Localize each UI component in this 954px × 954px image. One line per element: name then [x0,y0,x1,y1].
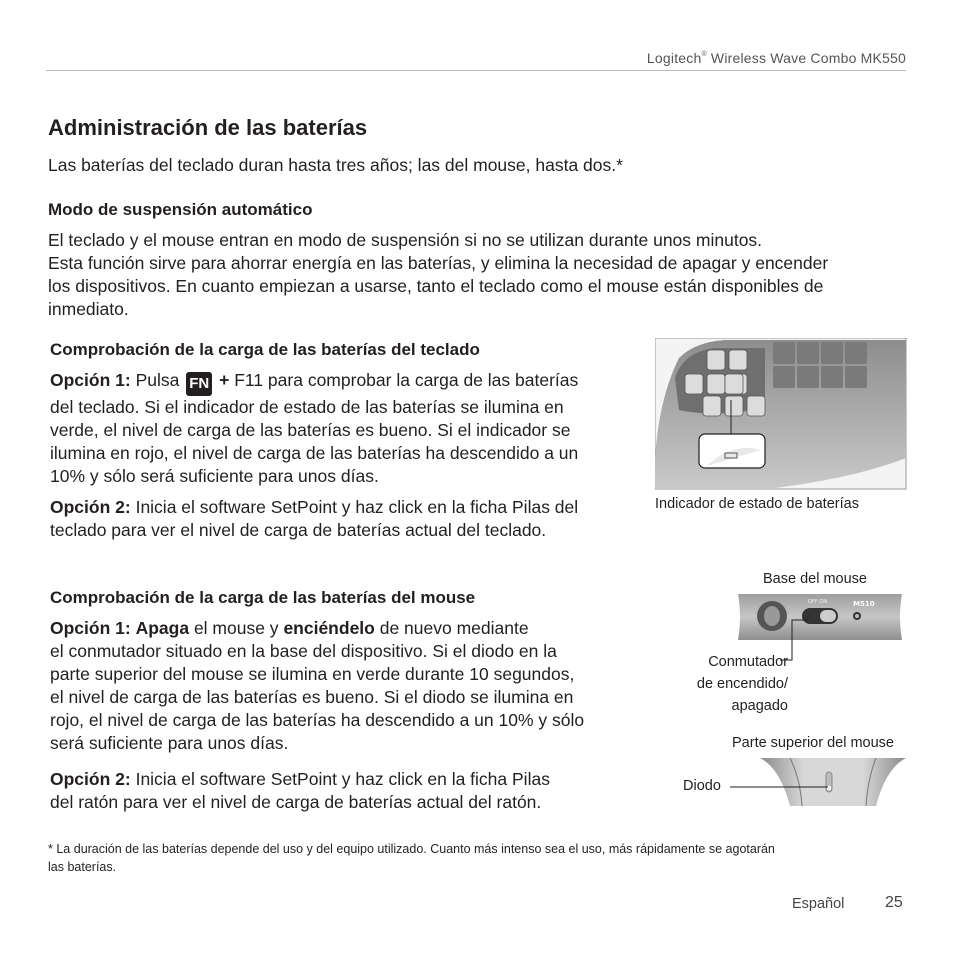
keyboard-illustration [655,338,907,490]
intro-text: Las baterías del teclado duran hasta tres años; las del mouse, hasta dos.* [48,155,623,175]
keyboard-option1-line: verde, el nivel de carga de las baterías es bueno. Si el indicador se [50,420,571,440]
keyboard-option1-line: ilumina en rojo, el nivel de carga de las baterías ha descendido a un [50,443,579,463]
sleep-mode-line: El teclado y el mouse entran en modo de suspensión si no se utilizan durante unos minutos. [48,230,763,250]
mouse-option2-line: del ratón para ver el nivel de carga de baterías actual del ratón. [50,792,542,812]
mouse-model-label: M510 [853,600,875,608]
diode-callout-line [730,785,830,789]
keyboard-option1-line: 10% y sólo será suficiente para unos días. [50,466,379,486]
option-text: Inicia el software SetPoint y haz click en la ficha Pilas [135,769,550,789]
footnote-line [48,840,898,858]
mouse-top-illustration [760,758,906,806]
sleep-mode-heading: Modo de suspensión automático [48,200,313,219]
option-label: Opción 2: [50,497,131,517]
mouse-option1-line: el nivel de carga de las baterías es bueno. Si el diodo se ilumina en [50,687,574,707]
switch-caption-line: Conmutador [708,654,788,670]
emphasis-text: enciéndelo [283,618,375,638]
keyboard-option1-line [50,369,650,396]
keyboard-option1-line: del teclado. Si el indicador de estado de las baterías se ilumina en [50,397,564,417]
switch-caption-line: apagado [731,698,788,714]
switch-caption-line: de encendido/ [696,676,788,692]
footnote-text: La duración de las baterías depende del uso y del equipo utilizado. Cuanto más intenso sea el uso, más rápidamente se agotarán [56,842,775,856]
mouse-option1 [50,617,660,755]
mouse-option1-line: parte superior del mouse se ilumina en verde durante 10 segundos, [50,664,575,684]
mouse-base-illustration [736,594,906,640]
plus-sign: + [219,370,230,390]
page-title: Administración de las baterías [48,115,368,140]
footnote-line: las baterías. [48,860,117,874]
mouse-option1-line: será suficiente para unos días. [50,733,289,753]
sleep-mode-line: Esta función sirve para ahorrar energía en las baterías, y elimina la necesidad de apagar y encender [48,253,829,273]
battery-indicator-caption: Indicador de estado de baterías [655,496,859,512]
off-on-label: OFF ON [808,599,827,605]
footnote-marker: * [48,842,53,856]
option-text: de nuevo mediante [379,618,529,638]
sleep-mode-line: inmediato. [48,299,129,319]
mouse-base-caption: Base del mouse [763,571,867,587]
header-divider [46,70,906,71]
footnote [48,840,898,876]
diode-caption: Diodo [683,778,721,794]
option-label: Opción 2: [50,769,131,789]
option-text: Pulsa [135,370,180,390]
option-text: F11 para comprobar la carga de las baterías [234,370,579,390]
sleep-mode-line: los dispositivos. En cuanto empiezan a usarse, tanto el teclado como el mouse están disponibles de [48,276,824,296]
trademark-mark: ® [701,51,707,58]
header-product: Wireless Wave Combo MK550 [710,50,906,66]
keyboard-option2-line: teclado para ver el nivel de carga de baterías actual del teclado. [50,520,547,540]
switch-caption [668,651,788,717]
running-header [647,50,906,66]
footer-language: Español [792,896,845,912]
fn-key-icon: FN [186,372,212,396]
option-label: Opción 1: [50,618,131,638]
option-label: Opción 1: [50,370,131,390]
mouse-check-heading: Comprobación de la carga de las baterías del mouse [50,588,476,607]
keyboard-option2-line [50,496,650,519]
option-text: el mouse y [193,618,279,638]
mouse-top-caption: Parte superior del mouse [732,735,894,751]
option-text: Inicia el software SetPoint y haz click en la ficha Pilas del [135,497,579,517]
page-number: 25 [885,894,903,911]
header-brand: Logitech [646,50,702,66]
keyboard-check-heading: Comprobación de la carga de las baterías del teclado [50,340,480,359]
mouse-option2 [50,768,660,814]
mouse-option1-line: el conmutador situado en la base del dispositivo. Si el diodo en la [50,641,557,661]
emphasis-text: Apaga [135,618,190,638]
keyboard-option1 [50,369,650,488]
keyboard-option2 [50,496,650,542]
mouse-option1-line: rojo, el nivel de carga de las baterías ha descendido a un 10% y sólo [50,710,585,730]
sleep-mode-paragraph [48,229,918,321]
mouse-option2-line [50,768,660,791]
mouse-option1-line [50,617,660,640]
